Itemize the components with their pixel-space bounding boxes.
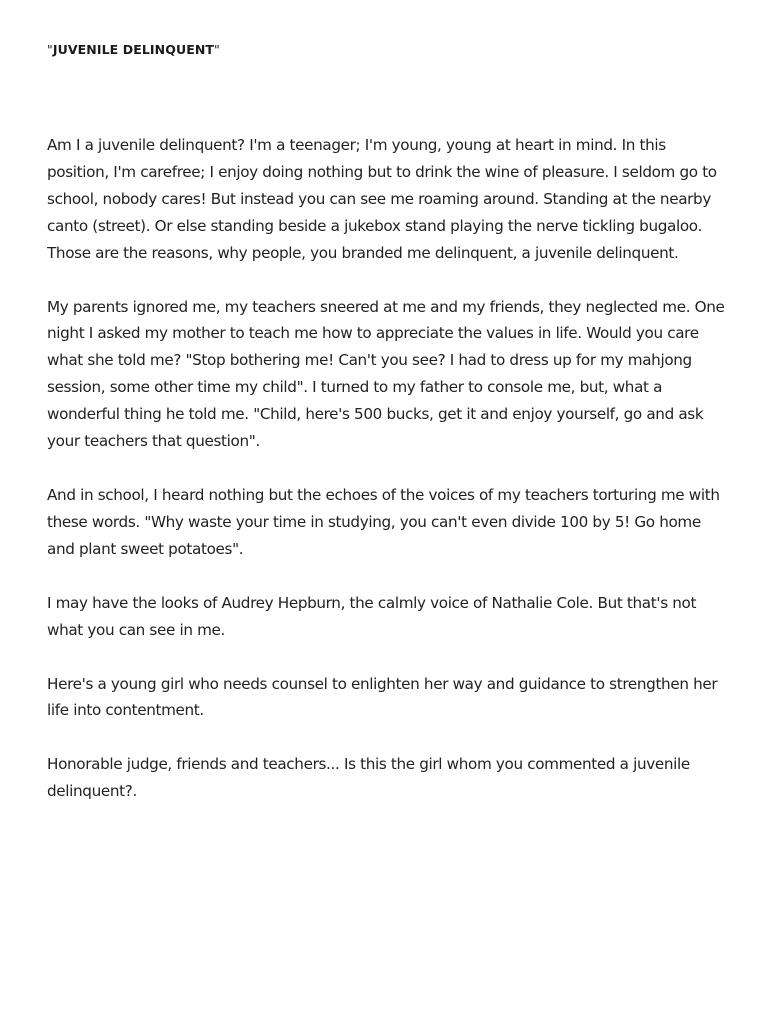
paragraph-3: And in school, I heard nothing but the echoes of the voices of my teachers torturing me with these words. "Why waste your time in studying, you can't even divide 100 by 5! Go home and plant sweet potatoes". — [47, 485, 720, 558]
document-body — [47, 132, 727, 832]
document-title — [47, 42, 220, 57]
title-close-quote: " — [214, 42, 220, 57]
paragraph-1: Am I a juvenile delinquent? I'm a teenager; I'm young, young at heart in mind. In this position, I'm carefree; I enjoy doing nothing but to drink the wine of pleasure. I seldom go to school, nobody cares! But instead you can see me roaming around. Standing at the nearby canto (street). Or else standing beside a jukebox stand playing the nerve tickling bugaloo. Those are the reasons, why people, you branded me delinquent, a juvenile delinquent. — [47, 136, 717, 262]
paragraph-4: I may have the looks of Audrey Hepburn, the calmly voice of Nathalie Cole. But that's not what you can see in me. — [47, 593, 697, 639]
paragraph-2: My parents ignored me, my teachers sneered at me and my friends, they neglected me. One night I asked my mother to teach me how to appreciate the values in life. Would you care what she told me? "Stop bothering me! Can't you see? I had to dress up for my mahjong session, some other time my child". I turned to my father to console me, but, what a wonderful thing he told me. "Child, here's 500 bucks, get it and enjoy yourself, go and ask your teachers that question". — [47, 297, 725, 451]
title-text: JUVENILE DELINQUENT — [52, 42, 215, 57]
paragraph-6: Honorable judge, friends and teachers... Is this the girl whom you commented a juvenile delinquent?. — [47, 755, 690, 801]
paragraph-5: Here's a young girl who needs counsel to enlighten her way and guidance to strengthen her life into contentment. — [47, 674, 718, 720]
title-open-quote: " — [47, 42, 53, 57]
